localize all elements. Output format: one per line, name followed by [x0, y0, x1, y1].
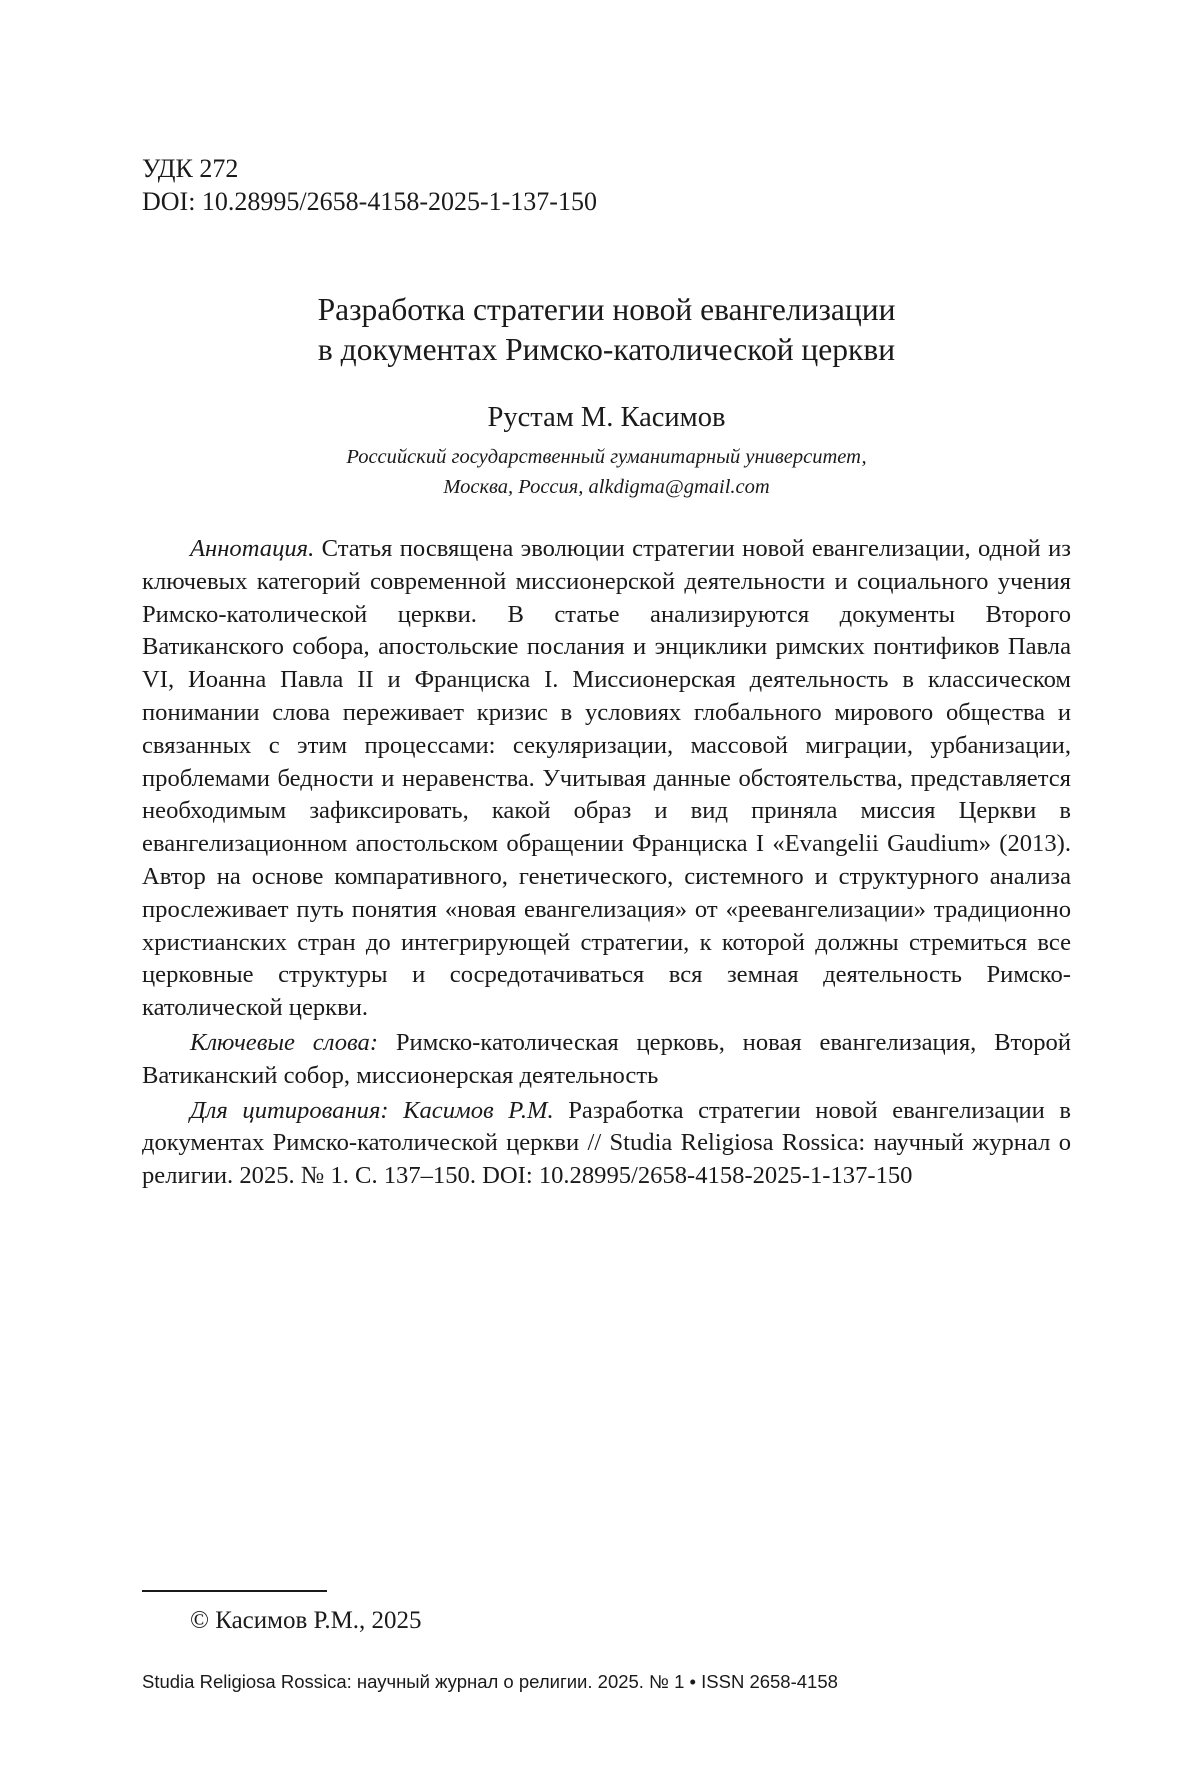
- author-name: Рустам М. Касимов: [487, 402, 726, 433]
- citation-paragraph: [142, 1095, 1071, 1193]
- citation-text: Разработка стратегии новой евангелизации в документах Римско-католической церкви // Studia Religiosa Rossica: научный журнал о религии. 2025. № 1. С. 137–150. DOI: 10.28995/2658-4158-2025-1-137-150: [142, 1096, 1071, 1190]
- article-page: [142, 0, 1071, 1780]
- article-title: [142, 290, 1071, 370]
- footnote-divider: [142, 1590, 327, 1592]
- affiliation-line-2[interactable]: Москва, Россия, alkdigma@gmail.com: [443, 476, 770, 498]
- title-line-2: в документах Римско-католической церкви: [317, 332, 896, 367]
- author-affiliation: [142, 442, 1071, 502]
- header-meta: [142, 152, 597, 218]
- copyright-notice: © Касимов Р.М., 2025: [190, 1607, 422, 1634]
- abstract-text: Статья посвящена эволюции стратегии новой евангелизации, одной из ключевых категорий современной миссионерской деятельности и социального учения Римско-католической церкви. В статье анализируются документы Второго Ватиканского собора, апостольские послания и энциклики римских понтификов Павла VI, Иоанна Павла II и Франциска I. Миссионерская деятельность в классическом понимании слова переживает кризис в условиях глобального мирового общества и связанных с этим процессами: секуляризации, массовой миграции, урбанизации, проблемами бедности и неравенства. Учитывая данные обстоятельства, представляется необходимым зафиксировать, какой образ и вид приняла миссия Церкви в евангелизационном апостольском обращении Франциска I «Evangelii Gaudium» (2013). Автор на основе компаративного, генетического, системного и структурного анализа прослеживает путь понятия «новая евангелизация» от «реевангелизации» традиционно христианских стран до интегрирующей стратегии, к которой должны стремиться все церковные структуры и сосредотачиваться вся земная деятельность Римско-католической церкви.: [142, 535, 1071, 1022]
- journal-footer: Studia Religiosa Rossica: научный журнал о религии. 2025. № 1 • ISSN 2658-4158: [142, 1671, 838, 1692]
- doi-header[interactable]: DOI: 10.28995/2658-4158-2025-1-137-150: [142, 187, 597, 216]
- abstract-label: Аннотация.: [190, 535, 315, 562]
- citation-label: Для цитирования: Касимов Р.М.: [190, 1096, 554, 1124]
- article-front-matter: [142, 533, 1071, 1193]
- udc-code: УДК 272: [142, 154, 239, 183]
- abstract-paragraph: [142, 533, 1071, 1025]
- keywords-paragraph: [142, 1027, 1071, 1093]
- keywords-text: Римско-католическая церковь, новая евангелизация, Второй Ватиканский собор, миссионерская деятельность: [142, 1028, 1071, 1089]
- keywords-label: Ключевые слова:: [190, 1028, 379, 1056]
- affiliation-line-1: Российский государственный гуманитарный университет,: [346, 446, 867, 468]
- title-line-1: Разработка стратегии новой евангелизации: [317, 292, 896, 327]
